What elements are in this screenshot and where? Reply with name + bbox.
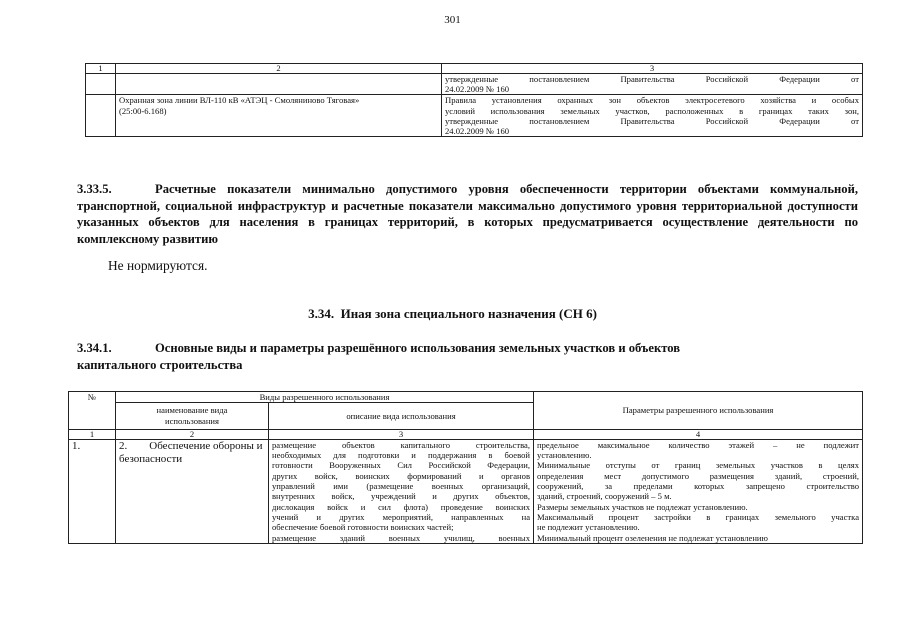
- header-types: Виды разрешенного использования: [116, 392, 534, 403]
- section-number: 3.33.5.: [77, 182, 112, 196]
- section-title: Иная зона специального назначения (СН 6): [340, 306, 597, 321]
- section-heading-3-33-5: [77, 181, 858, 247]
- section-title-line1: Основные виды и параметры разрешённого использования земельных участков и объектов: [155, 341, 681, 355]
- section-title: Расчетные показатели минимально допустимого уровня обеспеченности территории объектами коммунальной, транспортной, социальной инфраструктур и расчетные показатели максимально допустимого уровня территориальной доступности указанных объектов для населения в границах территорий, в которых предусматривается осуществление деятельности по комплексному развитию: [77, 182, 858, 246]
- table-header-row: [86, 64, 863, 74]
- col-header-2: 2: [116, 64, 442, 74]
- col-num-1: 1: [69, 429, 116, 439]
- table-row: [69, 439, 863, 543]
- table-header-row: [69, 392, 863, 403]
- col-header-1: 1: [86, 64, 116, 74]
- table-row: [86, 95, 863, 137]
- col-num-3: 3: [269, 429, 534, 439]
- table-colnum-row: [69, 429, 863, 439]
- section-heading-3-34-1: [77, 340, 858, 373]
- col-header-3: 3: [442, 64, 863, 74]
- use-description: размещение объектов капитального строительства, необходимых для подготовки и поддержания в боевой готовности Вооруженных Сил Российской Федерации, других войск, воинских формирований и органов управлений ими (размещение военных организаций, внутренних войск, учреждений и других объектов, дислокация войск и сил флота) проведение воинских учений и других мероприятий, направленных на обеспечение боевой готовности воинских частей; размещение зданий военных училищ, военных: [269, 439, 534, 543]
- page-number: 301: [444, 14, 461, 26]
- col-num-2: 2: [116, 429, 269, 439]
- top-table: [85, 63, 863, 137]
- header-desc: описание вида использования: [269, 403, 534, 430]
- body-text: Не нормируются.: [108, 258, 208, 273]
- header-number: №: [69, 392, 116, 430]
- table-cell: Охранная зона линии ВЛ-110 кВ «АТЭЦ - Смоляниново Тяговая» (25:00-6.168): [116, 95, 442, 137]
- row-number: 1.: [69, 439, 116, 543]
- use-name: 2. Обеспечение обороны и безопасности: [116, 439, 269, 543]
- header-params: Параметры разрешенного использования: [534, 392, 863, 430]
- table-row: [86, 74, 863, 95]
- section-number: 3.34.1.: [77, 341, 112, 355]
- section-heading-3-34: [0, 306, 905, 323]
- section-number: 3.34.: [308, 306, 335, 321]
- main-table: [68, 391, 863, 544]
- table-cell: Правила установления охранных зон объектов электросетевого хозяйства и особых условий использования земельных участков, расположенных в границах таких зон, утвержденные постановлением Правительства Российской Федерации от 24.02.2009 № 160: [442, 95, 863, 137]
- use-parameters: предельное максимальное количество этажей – не подлежит установлению. Минимальные отступы от границ земельных участков в целях определения мест допустимого размещения зданий, строений, сооружений, за пределами которых запрещено строительство зданий, строений, сооружений – 5 м. Размеры земельных участков не подлежат установлению. Максимальный процент застройки в границах земельного участка не подлежит установлению. Минимальный процент озеленения не подлежат установлению: [534, 439, 863, 543]
- section-title-line2: капитального строительства: [77, 357, 243, 372]
- table-cell: утвержденные постановлением Правительства Российской Федерации от 24.02.2009 № 160: [442, 74, 863, 95]
- col-num-4: 4: [534, 429, 863, 439]
- header-name: наименование вида использования: [116, 403, 269, 430]
